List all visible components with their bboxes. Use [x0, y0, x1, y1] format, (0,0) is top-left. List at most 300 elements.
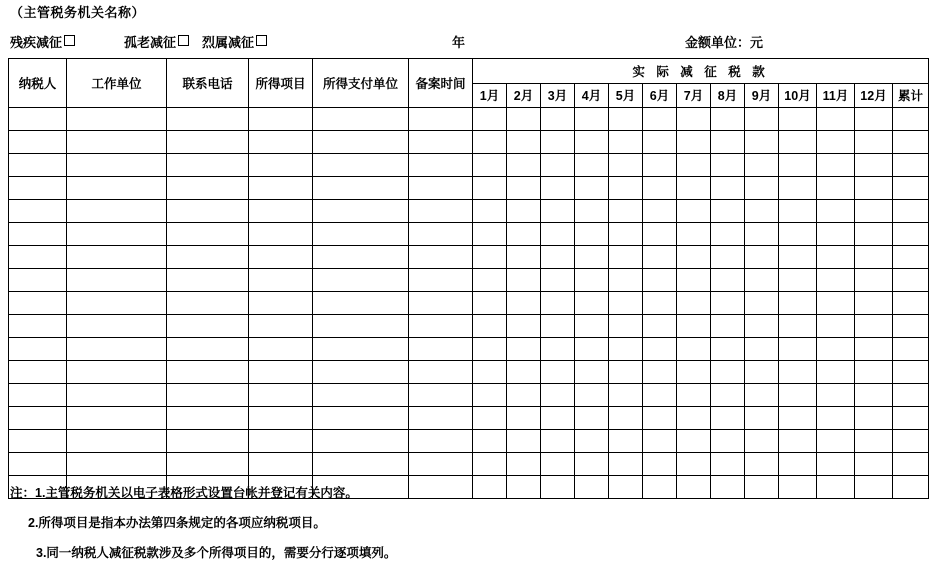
- table-cell[interactable]: [541, 315, 575, 338]
- table-cell[interactable]: [643, 292, 677, 315]
- table-cell[interactable]: [779, 200, 817, 223]
- table-cell[interactable]: [677, 200, 711, 223]
- table-cell[interactable]: [67, 131, 167, 154]
- table-cell[interactable]: [711, 108, 745, 131]
- table-cell[interactable]: [609, 361, 643, 384]
- table-cell[interactable]: [409, 338, 473, 361]
- table-cell[interactable]: [745, 108, 779, 131]
- table-cell[interactable]: [817, 177, 855, 200]
- table-cell[interactable]: [575, 338, 609, 361]
- table-cell[interactable]: [575, 453, 609, 476]
- table-cell[interactable]: [249, 384, 313, 407]
- table-cell[interactable]: [677, 407, 711, 430]
- table-cell[interactable]: [167, 338, 249, 361]
- table-cell[interactable]: [541, 407, 575, 430]
- table-cell[interactable]: [167, 223, 249, 246]
- table-cell[interactable]: [507, 177, 541, 200]
- table-cell[interactable]: [855, 154, 893, 177]
- table-cell[interactable]: [779, 338, 817, 361]
- table-cell[interactable]: [473, 269, 507, 292]
- table-cell[interactable]: [409, 108, 473, 131]
- checkbox-elder-reduction[interactable]: [124, 32, 189, 51]
- table-cell[interactable]: [67, 154, 167, 177]
- table-cell[interactable]: [575, 154, 609, 177]
- table-cell[interactable]: [711, 246, 745, 269]
- table-cell[interactable]: [817, 453, 855, 476]
- table-cell[interactable]: [313, 200, 409, 223]
- table-cell[interactable]: [779, 453, 817, 476]
- table-cell[interactable]: [167, 407, 249, 430]
- table-cell[interactable]: [893, 177, 929, 200]
- table-cell[interactable]: [609, 269, 643, 292]
- table-cell[interactable]: [817, 246, 855, 269]
- table-cell[interactable]: [313, 177, 409, 200]
- table-cell[interactable]: [893, 384, 929, 407]
- table-cell[interactable]: [745, 246, 779, 269]
- table-cell[interactable]: [855, 223, 893, 246]
- table-cell[interactable]: [507, 407, 541, 430]
- table-cell[interactable]: [473, 200, 507, 223]
- table-cell[interactable]: [409, 453, 473, 476]
- table-cell[interactable]: [855, 407, 893, 430]
- table-cell[interactable]: [67, 223, 167, 246]
- table-cell[interactable]: [507, 384, 541, 407]
- table-cell[interactable]: [249, 177, 313, 200]
- table-cell[interactable]: [677, 223, 711, 246]
- table-cell[interactable]: [817, 269, 855, 292]
- table-cell[interactable]: [817, 384, 855, 407]
- table-cell[interactable]: [541, 154, 575, 177]
- table-cell[interactable]: [745, 177, 779, 200]
- table-cell[interactable]: [409, 315, 473, 338]
- table-cell[interactable]: [409, 361, 473, 384]
- table-cell[interactable]: [677, 269, 711, 292]
- table-cell[interactable]: [609, 177, 643, 200]
- table-cell[interactable]: [855, 384, 893, 407]
- table-cell[interactable]: [817, 292, 855, 315]
- table-cell[interactable]: [507, 246, 541, 269]
- table-cell[interactable]: [855, 269, 893, 292]
- table-cell[interactable]: [249, 292, 313, 315]
- table-cell[interactable]: [893, 315, 929, 338]
- table-cell[interactable]: [409, 384, 473, 407]
- table-cell[interactable]: [609, 430, 643, 453]
- table-cell[interactable]: [677, 384, 711, 407]
- table-cell[interactable]: [817, 407, 855, 430]
- table-cell[interactable]: [745, 269, 779, 292]
- table-cell[interactable]: [745, 223, 779, 246]
- table-cell[interactable]: [167, 108, 249, 131]
- table-cell[interactable]: [745, 361, 779, 384]
- table-cell[interactable]: [9, 384, 67, 407]
- table-cell[interactable]: [893, 292, 929, 315]
- table-cell[interactable]: [507, 108, 541, 131]
- table-cell[interactable]: [541, 292, 575, 315]
- table-cell[interactable]: [855, 177, 893, 200]
- table-cell[interactable]: [643, 384, 677, 407]
- table-cell[interactable]: [507, 292, 541, 315]
- table-cell[interactable]: [677, 315, 711, 338]
- table-cell[interactable]: [893, 407, 929, 430]
- table-cell[interactable]: [711, 453, 745, 476]
- table-cell[interactable]: [507, 430, 541, 453]
- table-cell[interactable]: [893, 269, 929, 292]
- table-cell[interactable]: [575, 200, 609, 223]
- table-cell[interactable]: [249, 361, 313, 384]
- table-cell[interactable]: [9, 361, 67, 384]
- table-cell[interactable]: [745, 292, 779, 315]
- table-cell[interactable]: [643, 361, 677, 384]
- table-cell[interactable]: [9, 131, 67, 154]
- table-cell[interactable]: [677, 361, 711, 384]
- table-cell[interactable]: [67, 430, 167, 453]
- table-cell[interactable]: [609, 200, 643, 223]
- table-cell[interactable]: [779, 292, 817, 315]
- table-cell[interactable]: [9, 292, 67, 315]
- table-cell[interactable]: [409, 430, 473, 453]
- table-cell[interactable]: [711, 200, 745, 223]
- table-cell[interactable]: [67, 315, 167, 338]
- table-cell[interactable]: [313, 246, 409, 269]
- table-cell[interactable]: [313, 269, 409, 292]
- table-cell[interactable]: [609, 453, 643, 476]
- table-cell[interactable]: [313, 108, 409, 131]
- table-cell[interactable]: [249, 131, 313, 154]
- table-cell[interactable]: [249, 315, 313, 338]
- table-cell[interactable]: [745, 430, 779, 453]
- table-cell[interactable]: [745, 154, 779, 177]
- table-cell[interactable]: [167, 361, 249, 384]
- table-cell[interactable]: [745, 338, 779, 361]
- table-cell[interactable]: [575, 384, 609, 407]
- table-cell[interactable]: [575, 223, 609, 246]
- table-cell[interactable]: [855, 292, 893, 315]
- table-cell[interactable]: [779, 269, 817, 292]
- table-cell[interactable]: [643, 246, 677, 269]
- table-cell[interactable]: [643, 269, 677, 292]
- table-cell[interactable]: [67, 200, 167, 223]
- table-cell[interactable]: [575, 108, 609, 131]
- table-cell[interactable]: [67, 269, 167, 292]
- table-cell[interactable]: [575, 361, 609, 384]
- table-cell[interactable]: [249, 430, 313, 453]
- table-cell[interactable]: [249, 200, 313, 223]
- table-cell[interactable]: [541, 108, 575, 131]
- table-cell[interactable]: [167, 430, 249, 453]
- table-cell[interactable]: [167, 453, 249, 476]
- table-cell[interactable]: [711, 361, 745, 384]
- table-cell[interactable]: [575, 430, 609, 453]
- table-cell[interactable]: [409, 407, 473, 430]
- table-cell[interactable]: [541, 223, 575, 246]
- table-cell[interactable]: [817, 200, 855, 223]
- table-cell[interactable]: [677, 246, 711, 269]
- table-cell[interactable]: [507, 131, 541, 154]
- table-cell[interactable]: [9, 177, 67, 200]
- table-cell[interactable]: [779, 407, 817, 430]
- table-cell[interactable]: [67, 292, 167, 315]
- table-cell[interactable]: [473, 292, 507, 315]
- table-cell[interactable]: [893, 154, 929, 177]
- table-cell[interactable]: [855, 315, 893, 338]
- table-cell[interactable]: [249, 407, 313, 430]
- table-cell[interactable]: [313, 131, 409, 154]
- table-cell[interactable]: [711, 338, 745, 361]
- table-cell[interactable]: [67, 384, 167, 407]
- table-cell[interactable]: [167, 269, 249, 292]
- table-cell[interactable]: [313, 338, 409, 361]
- table-cell[interactable]: [507, 200, 541, 223]
- table-cell[interactable]: [9, 200, 67, 223]
- table-cell[interactable]: [643, 154, 677, 177]
- table-cell[interactable]: [507, 223, 541, 246]
- table-cell[interactable]: [711, 131, 745, 154]
- table-cell[interactable]: [745, 407, 779, 430]
- table-cell[interactable]: [643, 131, 677, 154]
- table-cell[interactable]: [313, 292, 409, 315]
- table-cell[interactable]: [67, 338, 167, 361]
- table-cell[interactable]: [167, 292, 249, 315]
- table-cell[interactable]: [893, 223, 929, 246]
- table-cell[interactable]: [167, 246, 249, 269]
- table-cell[interactable]: [779, 315, 817, 338]
- checkbox-disabled-reduction[interactable]: [10, 32, 75, 51]
- table-cell[interactable]: [779, 361, 817, 384]
- table-cell[interactable]: [313, 407, 409, 430]
- table-cell[interactable]: [643, 453, 677, 476]
- table-cell[interactable]: [507, 338, 541, 361]
- table-cell[interactable]: [643, 430, 677, 453]
- table-cell[interactable]: [473, 223, 507, 246]
- table-cell[interactable]: [575, 407, 609, 430]
- table-cell[interactable]: [643, 177, 677, 200]
- table-cell[interactable]: [677, 154, 711, 177]
- table-cell[interactable]: [643, 223, 677, 246]
- table-cell[interactable]: [893, 338, 929, 361]
- table-cell[interactable]: [779, 384, 817, 407]
- table-cell[interactable]: [473, 154, 507, 177]
- table-cell[interactable]: [541, 361, 575, 384]
- table-cell[interactable]: [249, 246, 313, 269]
- table-cell[interactable]: [167, 177, 249, 200]
- table-cell[interactable]: [609, 407, 643, 430]
- table-cell[interactable]: [893, 453, 929, 476]
- table-cell[interactable]: [711, 269, 745, 292]
- table-cell[interactable]: [643, 200, 677, 223]
- table-cell[interactable]: [817, 361, 855, 384]
- table-cell[interactable]: [541, 453, 575, 476]
- table-cell[interactable]: [677, 131, 711, 154]
- table-cell[interactable]: [167, 131, 249, 154]
- checkbox-box-icon[interactable]: [178, 35, 189, 46]
- table-cell[interactable]: [609, 154, 643, 177]
- table-cell[interactable]: [893, 246, 929, 269]
- table-cell[interactable]: [9, 407, 67, 430]
- table-cell[interactable]: [313, 223, 409, 246]
- table-cell[interactable]: [779, 131, 817, 154]
- table-cell[interactable]: [167, 384, 249, 407]
- table-cell[interactable]: [893, 131, 929, 154]
- table-cell[interactable]: [541, 200, 575, 223]
- table-cell[interactable]: [609, 131, 643, 154]
- table-cell[interactable]: [745, 384, 779, 407]
- table-cell[interactable]: [249, 269, 313, 292]
- table-cell[interactable]: [855, 246, 893, 269]
- table-cell[interactable]: [609, 223, 643, 246]
- table-cell[interactable]: [677, 108, 711, 131]
- table-cell[interactable]: [779, 430, 817, 453]
- table-cell[interactable]: [609, 315, 643, 338]
- table-cell[interactable]: [711, 430, 745, 453]
- table-cell[interactable]: [677, 453, 711, 476]
- table-cell[interactable]: [643, 108, 677, 131]
- checkbox-box-icon[interactable]: [256, 35, 267, 46]
- table-cell[interactable]: [779, 154, 817, 177]
- table-cell[interactable]: [893, 430, 929, 453]
- table-cell[interactable]: [313, 315, 409, 338]
- table-cell[interactable]: [609, 292, 643, 315]
- table-cell[interactable]: [507, 361, 541, 384]
- table-cell[interactable]: [167, 154, 249, 177]
- table-cell[interactable]: [541, 430, 575, 453]
- table-cell[interactable]: [817, 223, 855, 246]
- table-cell[interactable]: [711, 177, 745, 200]
- table-cell[interactable]: [575, 131, 609, 154]
- table-cell[interactable]: [575, 246, 609, 269]
- table-cell[interactable]: [473, 131, 507, 154]
- table-cell[interactable]: [541, 246, 575, 269]
- table-cell[interactable]: [779, 223, 817, 246]
- table-cell[interactable]: [249, 453, 313, 476]
- table-cell[interactable]: [507, 269, 541, 292]
- table-cell[interactable]: [507, 154, 541, 177]
- table-cell[interactable]: [711, 384, 745, 407]
- table-cell[interactable]: [473, 453, 507, 476]
- table-cell[interactable]: [313, 453, 409, 476]
- table-cell[interactable]: [249, 154, 313, 177]
- table-cell[interactable]: [677, 177, 711, 200]
- table-cell[interactable]: [67, 453, 167, 476]
- table-cell[interactable]: [9, 154, 67, 177]
- table-cell[interactable]: [677, 430, 711, 453]
- table-cell[interactable]: [609, 108, 643, 131]
- table-cell[interactable]: [745, 200, 779, 223]
- table-cell[interactable]: [817, 108, 855, 131]
- table-cell[interactable]: [9, 315, 67, 338]
- table-cell[interactable]: [609, 384, 643, 407]
- table-cell[interactable]: [855, 200, 893, 223]
- table-cell[interactable]: [541, 131, 575, 154]
- table-cell[interactable]: [855, 430, 893, 453]
- table-cell[interactable]: [609, 338, 643, 361]
- table-cell[interactable]: [473, 338, 507, 361]
- table-cell[interactable]: [507, 315, 541, 338]
- table-cell[interactable]: [67, 361, 167, 384]
- table-cell[interactable]: [855, 338, 893, 361]
- table-cell[interactable]: [575, 177, 609, 200]
- table-cell[interactable]: [575, 292, 609, 315]
- table-cell[interactable]: [711, 315, 745, 338]
- table-cell[interactable]: [855, 108, 893, 131]
- table-cell[interactable]: [855, 361, 893, 384]
- table-cell[interactable]: [409, 131, 473, 154]
- table-cell[interactable]: [473, 108, 507, 131]
- table-cell[interactable]: [711, 292, 745, 315]
- table-cell[interactable]: [473, 407, 507, 430]
- table-cell[interactable]: [9, 453, 67, 476]
- table-cell[interactable]: [473, 384, 507, 407]
- checkbox-martyr-reduction[interactable]: [202, 32, 267, 51]
- table-cell[interactable]: [167, 200, 249, 223]
- table-cell[interactable]: [893, 200, 929, 223]
- table-cell[interactable]: [9, 246, 67, 269]
- table-cell[interactable]: [473, 361, 507, 384]
- checkbox-box-icon[interactable]: [64, 35, 75, 46]
- table-cell[interactable]: [249, 223, 313, 246]
- table-cell[interactable]: [409, 223, 473, 246]
- table-cell[interactable]: [779, 177, 817, 200]
- table-cell[interactable]: [249, 338, 313, 361]
- table-cell[interactable]: [67, 108, 167, 131]
- table-cell[interactable]: [541, 384, 575, 407]
- table-cell[interactable]: [541, 269, 575, 292]
- table-cell[interactable]: [643, 315, 677, 338]
- table-cell[interactable]: [643, 338, 677, 361]
- table-cell[interactable]: [817, 338, 855, 361]
- table-cell[interactable]: [313, 384, 409, 407]
- table-cell[interactable]: [575, 269, 609, 292]
- table-cell[interactable]: [711, 223, 745, 246]
- table-cell[interactable]: [409, 200, 473, 223]
- table-cell[interactable]: [9, 108, 67, 131]
- table-cell[interactable]: [855, 453, 893, 476]
- table-cell[interactable]: [541, 338, 575, 361]
- table-cell[interactable]: [473, 177, 507, 200]
- table-cell[interactable]: [9, 338, 67, 361]
- table-cell[interactable]: [473, 430, 507, 453]
- table-cell[interactable]: [507, 453, 541, 476]
- table-cell[interactable]: [817, 131, 855, 154]
- table-cell[interactable]: [745, 453, 779, 476]
- table-cell[interactable]: [711, 407, 745, 430]
- table-cell[interactable]: [9, 269, 67, 292]
- table-cell[interactable]: [677, 338, 711, 361]
- table-cell[interactable]: [817, 430, 855, 453]
- table-cell[interactable]: [409, 269, 473, 292]
- table-cell[interactable]: [313, 361, 409, 384]
- table-cell[interactable]: [745, 131, 779, 154]
- table-cell[interactable]: [677, 292, 711, 315]
- table-cell[interactable]: [9, 223, 67, 246]
- table-cell[interactable]: [409, 154, 473, 177]
- table-cell[interactable]: [711, 154, 745, 177]
- table-cell[interactable]: [855, 131, 893, 154]
- table-cell[interactable]: [893, 108, 929, 131]
- table-cell[interactable]: [167, 315, 249, 338]
- table-cell[interactable]: [9, 430, 67, 453]
- table-cell[interactable]: [541, 177, 575, 200]
- table-cell[interactable]: [609, 246, 643, 269]
- table-cell[interactable]: [67, 407, 167, 430]
- table-cell[interactable]: [779, 108, 817, 131]
- table-cell[interactable]: [745, 315, 779, 338]
- table-cell[interactable]: [473, 315, 507, 338]
- table-cell[interactable]: [575, 315, 609, 338]
- table-cell[interactable]: [409, 246, 473, 269]
- table-cell[interactable]: [67, 246, 167, 269]
- table-cell[interactable]: [779, 246, 817, 269]
- table-cell[interactable]: [817, 154, 855, 177]
